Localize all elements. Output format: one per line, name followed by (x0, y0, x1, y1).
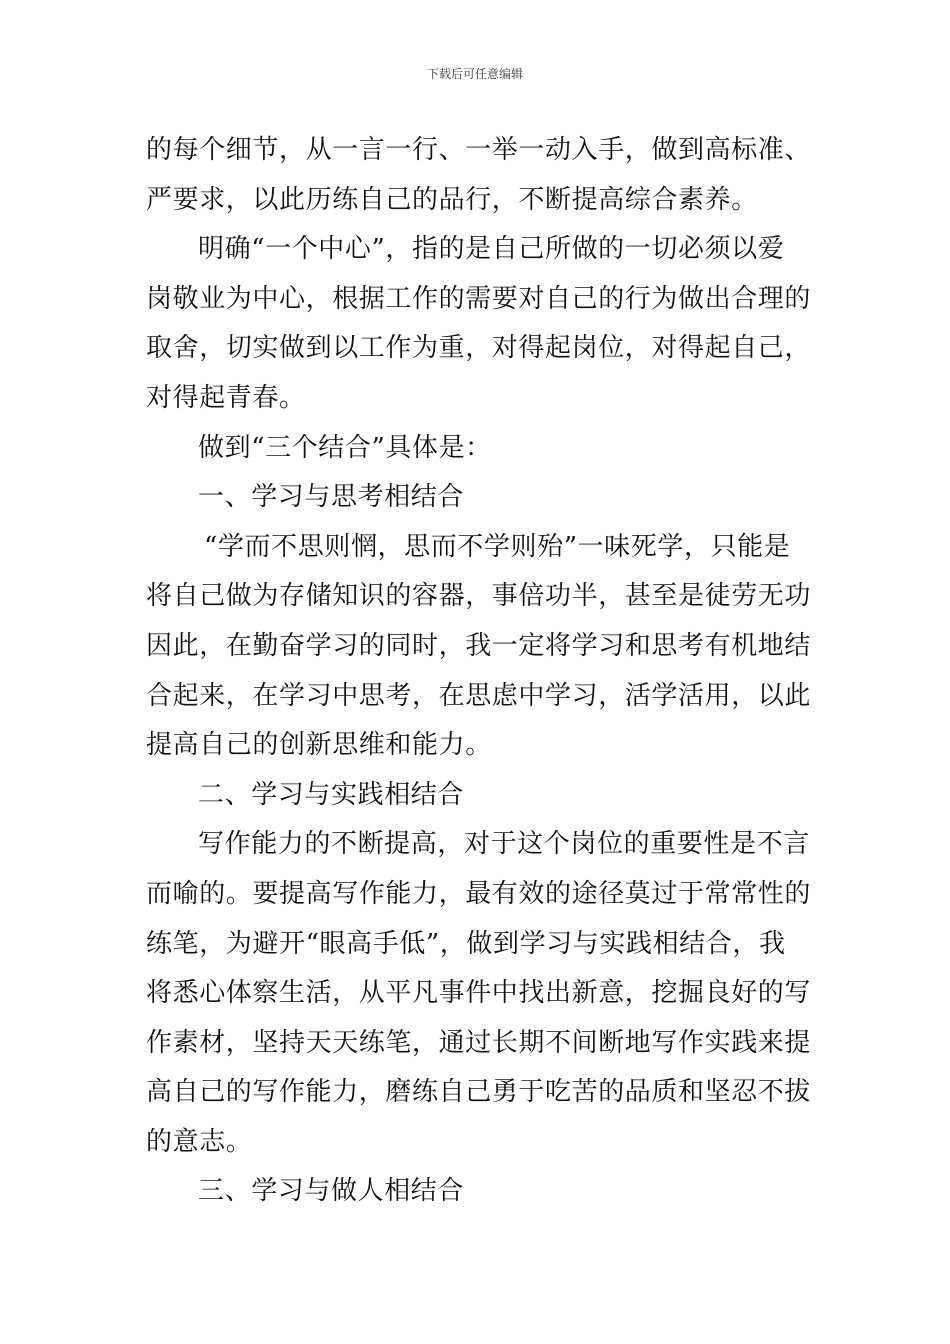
text-line: 严要求，以此历练自己的品行，不断提高综合素养。 (146, 184, 758, 215)
text-line: 岗敬业为中心，根据工作的需要对自己的行为做出合理的 (146, 283, 812, 314)
page-header: 下载后可任意编辑 (426, 67, 523, 81)
paragraph-start: 写作能力的不断提高，对于这个岗位的重要性是不言 (198, 829, 810, 860)
section-heading-1: 一、学习与思考相结合 (198, 482, 465, 513)
text-line: 高自己的写作能力，磨练自己勇于吃苦的品质和坚忍不拔 (146, 1077, 812, 1108)
text-line: 的每个细节，从一言一行、一举一动入手，做到高标准、 (146, 135, 812, 165)
text-line: 将悉心体察生活，从平凡事件中找出新意，挖掘良好的写 (146, 978, 812, 1009)
text-line: 合起来，在学习中思考，在思虑中学习，活学活用，以此 (146, 680, 812, 711)
text-line: 将自己做为存储知识的容器，事倍功半，甚至是徒劳无功 (146, 581, 812, 612)
section-heading-3: 三、学习与做人相结合 (198, 1176, 465, 1207)
section-heading-2: 二、学习与实践相结合 (198, 779, 465, 810)
document-body (146, 126, 812, 1217)
paragraph-start: 明确“一个中心”，指的是自己所做的一切必须以爱 (198, 234, 785, 265)
text-line: 因此，在勤奋学习的同时，我一定将学习和思考有机地结 (146, 630, 812, 661)
text-line: 取舍，切实做到以工作为重，对得起岗位，对得起自己， (146, 333, 812, 364)
text-line: 练笔，为避开“眼高手低”，做到学习与实践相结合，我 (146, 928, 786, 959)
paragraph-start: “学而不思则惘，思而不学则殆”一味死学，只能是 (204, 531, 791, 562)
text-line: 对得起青春。 (146, 382, 306, 413)
text-line: 的意志。 (146, 1126, 253, 1157)
text-line: 而喻的。要提高写作能力，最有效的途径莫过于常常性的 (146, 878, 812, 909)
text-line: 提高自己的创新思维和能力。 (146, 730, 492, 761)
paragraph-start: 做到“三个结合”具体是： (198, 432, 492, 463)
text-line: 作素材，坚持天天练笔，通过长期不间断地写作实践来提 (146, 1027, 812, 1058)
